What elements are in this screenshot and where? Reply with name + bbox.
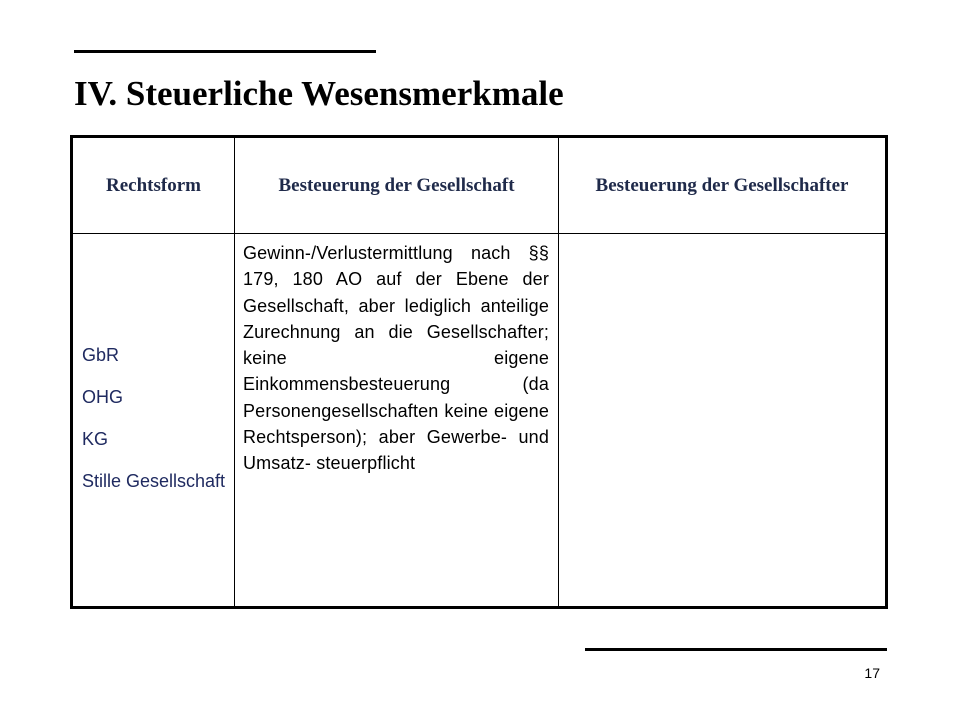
header-besteuerung-gesellschafter: Besteuerung der Gesellschafter bbox=[595, 174, 849, 196]
rechtsform-kg: KG bbox=[82, 428, 109, 449]
header-besteuerung-gesellschaft: Besteuerung der Gesellschaft bbox=[278, 174, 515, 196]
header-rechtsform: Rechtsform bbox=[106, 174, 201, 196]
cell-besteuerung-gesellschaft: Gewinn-/Verlustermittlung nach §§ 179, 180 AO auf der Ebene der Gesellschaft, aber lediglich anteilige Zurechnung an die Gesellschafter; keine eigene Einkommensbesteuerung (da Personengesellschaften keine eigene Rechtsperson); aber Gewerbe- und Umsatz- steuerpflicht bbox=[243, 243, 549, 474]
rechtsform-ohg: OHG bbox=[82, 386, 124, 407]
title-top-rule bbox=[74, 50, 376, 53]
rechtsform-list bbox=[82, 234, 232, 606]
footer-rule bbox=[585, 648, 887, 651]
rechtsform-gbr: GbR bbox=[82, 344, 120, 365]
tax-characteristics-table bbox=[70, 135, 888, 609]
slide-title: IV. Steuerliche Wesensmerkmale bbox=[74, 74, 564, 113]
rechtsform-stille-gesellschaft: Stille Gesellschaft bbox=[82, 470, 226, 491]
page-number: 17 bbox=[864, 665, 880, 681]
